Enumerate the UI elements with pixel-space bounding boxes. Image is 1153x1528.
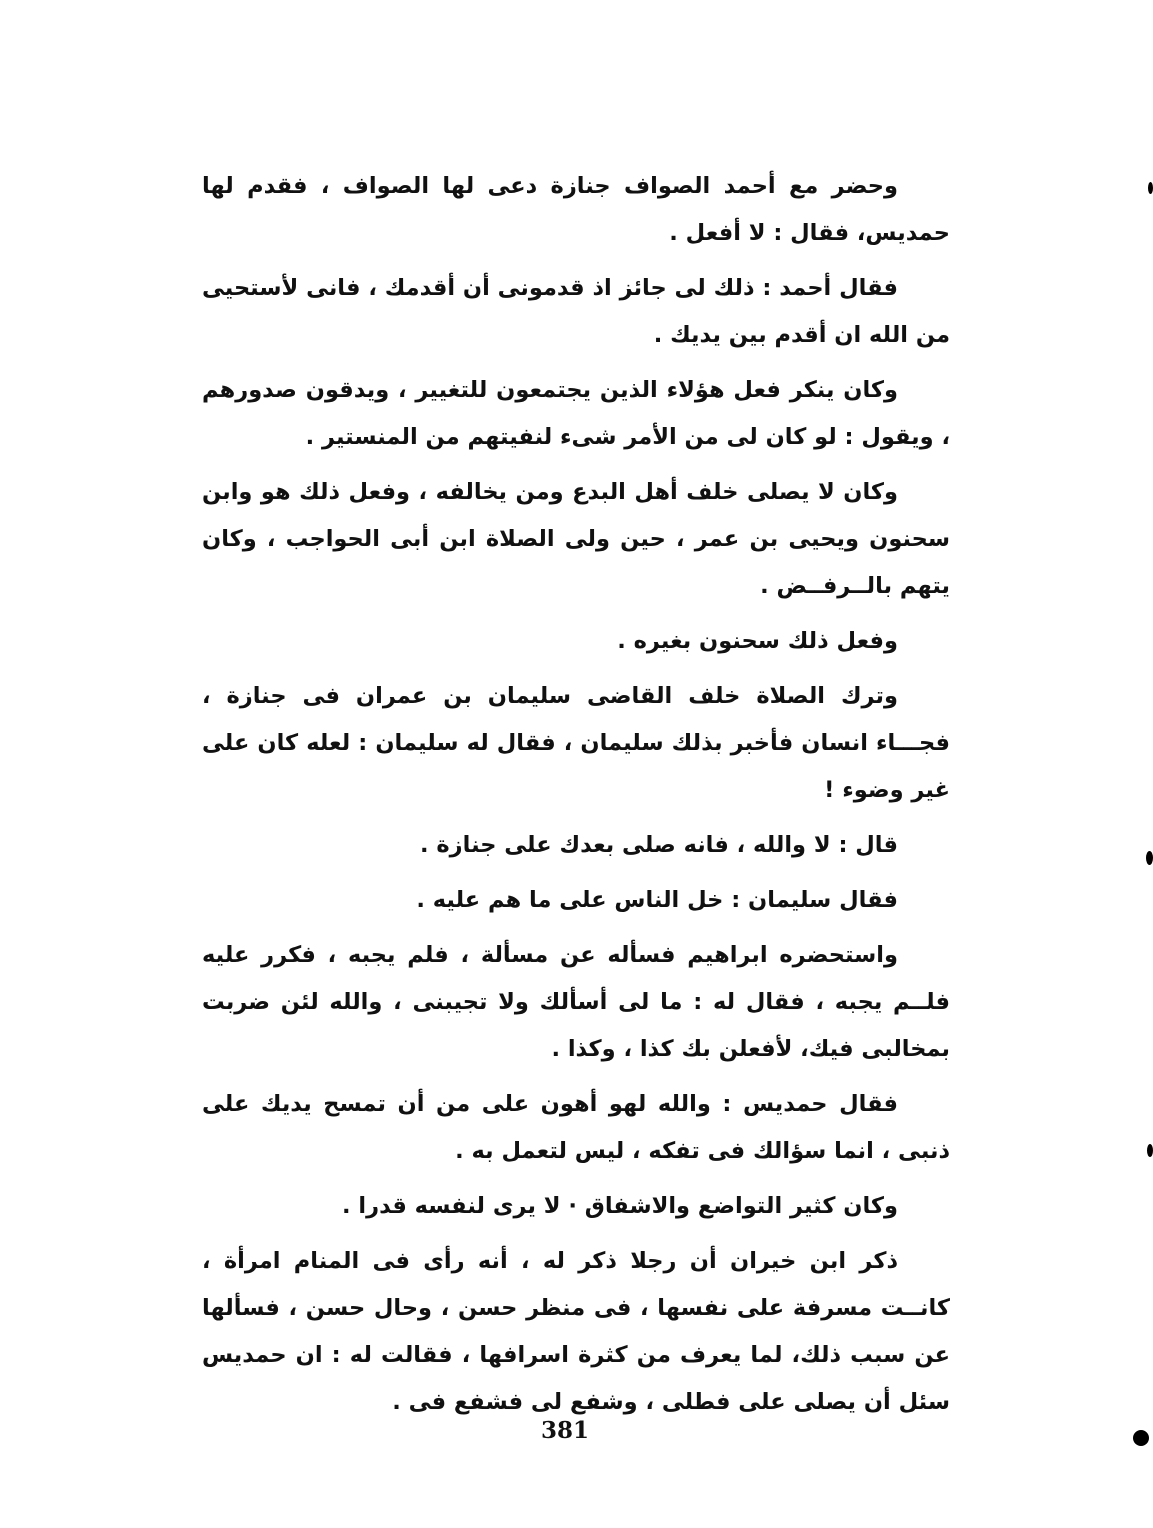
paragraph: وترك الصلاة خلف القاضى سليمان بن عمران فى جنازة ، فجـــاء انسان فأخبر بذلك سليمان ، فقال له سليمان : لعله كان على غير وضوء ! <box>202 683 950 803</box>
main-text <box>202 163 950 1434</box>
paragraph: وكان كثير التواضع والاشفاق · لا يرى لنفسه قدرا . <box>342 1193 898 1219</box>
paragraph: وفعل ذلك سحنون بغيره . <box>617 628 898 654</box>
paragraph: واستحضره ابراهيم فسأله عن مسألة ، فلم يجبه ، فكرر عليه فلــم يجبه ، فقال له : ما لى أسألك ولا تجيبنى ، والله لئن ضربت بمخالبى فيك، لأفعلن بك كذا ، وكذا . <box>202 942 950 1062</box>
paragraph: وكان ينكر فعل هؤلاء الذين يجتمعون للتغيير ، ويدقون صدورهم ، ويقول : لو كان لى من الأمر شىء لنفيتهم من المنستير . <box>202 377 950 450</box>
paragraph: فقال أحمد : ذلك لى جائز اذ قدمونى أن أقدمك ، فانى لأستحيى من الله ان أقدم بين يديك . <box>202 275 950 348</box>
paragraph: ذكر ابن خيران أن رجلا ذكر له ، أنه رأى فى المنام امرأة ، كانــت مسرفة على نفسها ، فى منظر حسن ، وحال حسن ، فسألها عن سبب ذلك، لما يعرف من كثرة اسرافها ، فقالت له : ان حمديس سئل أن يصلى على فطلى ، وشفع لى فشفع فى . <box>202 1248 950 1415</box>
paragraph: وحضر مع أحمد الصواف جنازة دعى لها الصواف ، فقدم لها حمديس، فقال : لا أفعل . <box>202 173 950 246</box>
scan-artifact-mark <box>1147 1144 1153 1157</box>
scan-artifact-mark <box>1146 851 1153 865</box>
page-number: 381 <box>540 1417 589 1444</box>
paragraph: وكان لا يصلى خلف أهل البدع ومن يخالفه ، وفعل ذلك هو وابن سحنون ويحيى بن عمر ، حين ولى الصلاة ابن أبى الحواجب ، وكان يتهم بالــرفــض . <box>202 479 950 599</box>
paragraph: قال : لا والله ، فانه صلى بعدك على جنازة . <box>420 832 898 858</box>
paragraph: فقال سليمان : خل الناس على ما هم عليه . <box>416 887 898 913</box>
scan-artifact-mark <box>1148 182 1153 194</box>
paragraph: فقال حمديس : والله لهو أهون على من أن تمسح يديك على ذنبى ، انما سؤالك فى تفكه ، ليس لتعمل به . <box>202 1091 950 1164</box>
scan-artifact-mark <box>1133 1430 1149 1446</box>
